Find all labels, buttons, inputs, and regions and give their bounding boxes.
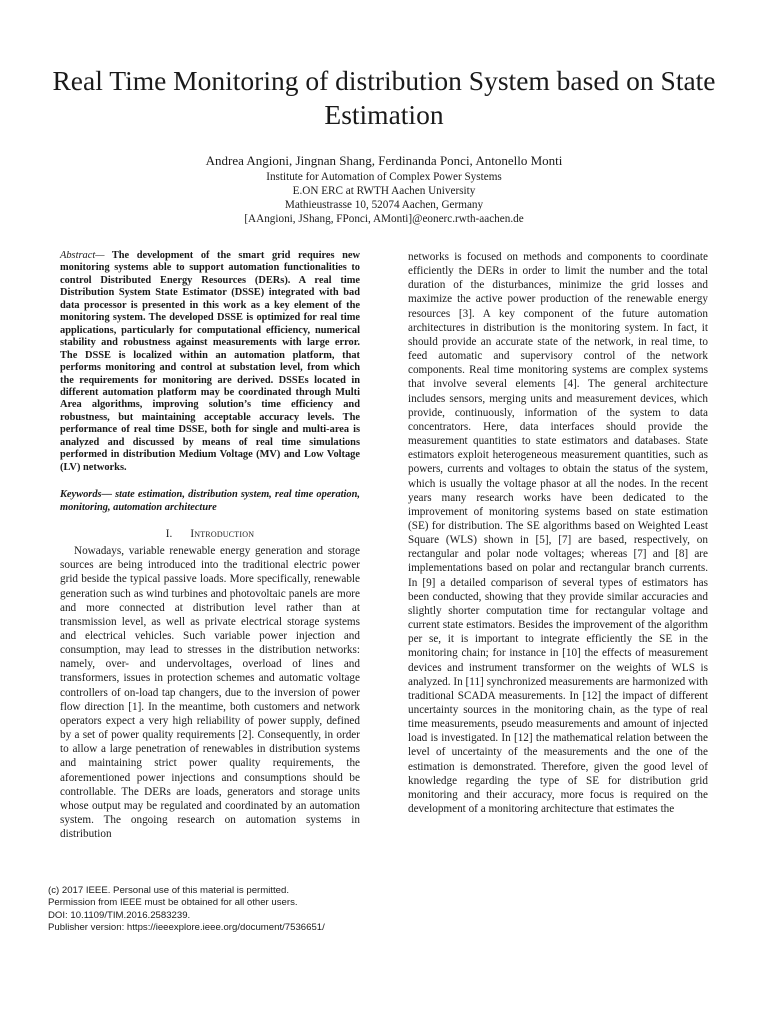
affiliation-institute: Institute for Automation of Complex Power Systems — [266, 171, 502, 183]
section-heading — [60, 527, 360, 541]
keywords-text: state estimation, distribution system, real time operation, monitoring, automation architecture — [60, 489, 360, 513]
footnote-copyright: (c) 2017 IEEE. Personal use of this material is permitted. — [48, 885, 290, 896]
right-column — [408, 250, 708, 816]
footnote-doi: DOI: 10.1109/TIM.2016.2583239. — [48, 909, 191, 921]
affiliation-address: Mathieustrasse 10, 52074 Aachen, Germany — [284, 199, 484, 212]
footnote-publisher-link: Publisher version: https://ieeexplore.ieee.org/document/7536651/ — [48, 921, 325, 933]
copyright-footnote — [48, 885, 448, 934]
footnote-permission: Permission from IEEE must be obtained for all other users. — [48, 897, 298, 909]
keywords-label: Keywords— — [60, 489, 112, 501]
author-list: Andrea Angioni, Jingnan Shang, Ferdinanda Ponci, Antonello Monti — [205, 153, 563, 168]
author-block — [60, 152, 708, 226]
affiliation-email: [AAngioni, JShang, FPonci, AMonti]@eonerc.rwth-aachen.de — [244, 213, 524, 226]
introduction-paragraph-left: Nowadays, variable renewable energy generation and storage sources are being introduced into the traditional electric power grid beside the typical passive loads. More specifically, renewable generation such as wind turbines and photovoltaic panels are more and more connected at distribution level rather than at transmission level, as well as private electrical storage systems and electrical vehicles. Such variable power injection and consumption, may lead to stresses in the distribution networks: namely, over- and undervoltages, overload of lines and transformers, issues in protection schemes and automatic voltage controllers of on-load tap changers, due to the inversion of power flow direction [1]. In the meantime, both customers and network operators expect a very high reliability of power supply, defined by a set of power quality requirements [2]. Consequently, in order to allow a large penetration of renewables in distribution systems and maintaining strict power quality requirements, the aforementioned power injections and consumptions should be controllable. The DERs are loads, generators and storage units whose output may be regulated and coordinated by an automation system. The ongoing research on automation systems in distribution — [60, 545, 360, 841]
paper-title: Real Time Monitoring of distribution System based on State Estimation — [52, 65, 716, 130]
left-column — [60, 250, 360, 841]
section-number: I. — [165, 528, 173, 541]
introduction-paragraph-right: networks is focused on methods and components to coordinate efficiently the DERs in order to limit the number and the total duration of the disturbances, minimize the grid losses and maximize the active power production of the renewable energy resources [3]. A key component of the future automation architectures in distribution is the monitoring system. In fact, it should provide an accurate state of the network, in real time, to feed automatic and supervisory control of the network components. Real time monitoring systems are complex systems that involve several elements [4]. The general architecture includes sensors, merging units and measurement devices, which provide, continuously, information of the system to data concentrators. Here, data interfaces should provide the measurement quantities to state estimators and databases. State estimators exploit heterogeneous measurement quantities, such as powers, currents and voltages to obtain the status of the system, which is usually the voltage phasor at all the nodes. In the recent years many research works have been dedicated to the improvement of monitoring systems based on state estimation (SE) for distribution. The SE algorithms based on Weighted Least Square (WLS) shown in [5], [7] are based, respectively, on rectangular and polar node voltages; whereas [7] and [8] are implementations based on polar and rectangular branch currents. In [9] a detailed comparison of several types of estimators has been conducted, showing that they provide similar accuracies and slightly shorter computation time for rectangular voltage and current state estimators. Besides the improvement of the algorithm per se, it is important to integrate efficiently the SE in the monitoring chain; for instance in [10] the effects of measurement devices and instrument transformer on the weights of WLS is analyzed. In [11] synchronized measurements are harmonized with traditional SCADA measurements. In [12] the impact of different uncertainty sources in the monitoring chain, as the type of real time measurements, pseudo measurements and amount of injected load is investigated. In [12] the mathematical relation between the level of uncertainty of the measurements and the one of the estimation is demonstrated. Therefore, given the good level of knowledge regarding the type of SE for distribution grid monitoring and their accuracy, more focus is required on the development of a monitoring architecture that estimates the — [408, 251, 708, 816]
abstract-text: The development of the smart grid requires new monitoring systems able to support automation functionalities to control Distributed Energy Resources (DERs). A real time Distribution System State Estimator (DSSE) integrated with bad data processor is presented in this work as a key element of the monitoring system. The developed DSSE is optimized for real time applications, particularly for computational efficiency, numerical stability and robustness against measurements with large error. The DSSE is localized within an automation platform, that performs monitoring and control at substation level, from which the requirements for monitoring are derived. DSSEs located in different automation platform may be coordinated through Multi Area algorithms, improving solution’s time efficiency and robustness, but maintaining acceptable accuracy levels. The performance of real time DSSE, both for single and multi-area is analyzed and discussed by means of real time simulations performed in distribution Medium Voltage (MV) and Low Voltage (LV) networks. — [60, 250, 360, 473]
keywords — [60, 489, 360, 514]
section-title: Introduction — [190, 528, 255, 541]
abstract — [60, 250, 360, 474]
abstract-label: Abstract— — [60, 250, 105, 261]
affiliation-university: E.ON ERC at RWTH Aachen University — [292, 185, 476, 198]
